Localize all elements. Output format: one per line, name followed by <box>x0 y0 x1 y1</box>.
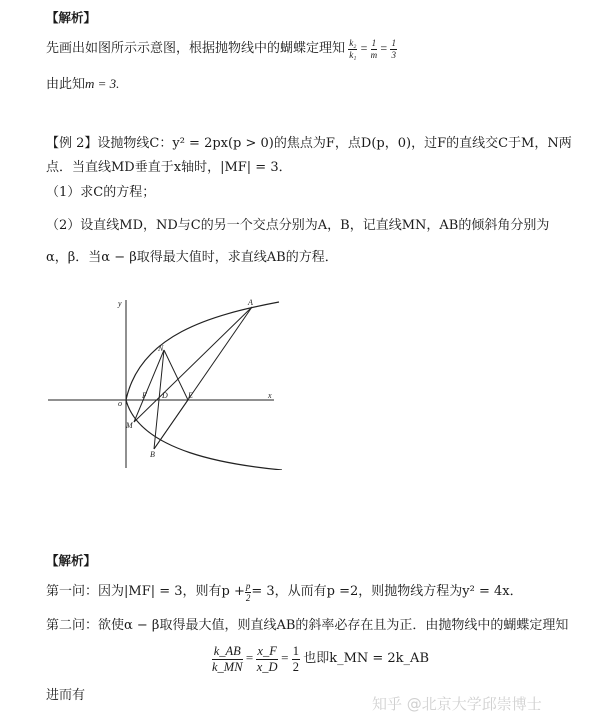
solution-q2: 第二问：欲使α − β取得最大值，则直线AB的斜率必存在且为正．由抛物线中的蝴蝶定理知 <box>46 618 569 633</box>
fraction-p-2: $\frac{p}{2}$ <box>245 580 251 603</box>
fraction-1-m: $\frac{1}{m}$ <box>370 37 378 60</box>
fraction-1-3: $\frac{1}{3}$ <box>391 37 396 60</box>
label-y: y <box>118 299 122 308</box>
analysis-text: 先画出如图所示示意图，根据抛物线中的蝴蝶定理知 <box>46 41 346 56</box>
butterfly-formula: $\frac{k\_AB}{k\_MN}$ = $\frac{x\_F}{x\_D}$ = $\frac{1}{2}$ 也即k_MN = 2k_AB <box>212 644 429 674</box>
solution-next: 进而有 <box>46 688 86 703</box>
parabola-figure <box>46 292 282 470</box>
question-2-line-1: （2）设直线MD，ND与C的另一个交点分别为A，B，记直线MN，AB的倾斜角分别为 <box>46 218 550 233</box>
label-M: M <box>126 421 133 430</box>
analysis-heading-1: 【解析】 <box>46 10 97 25</box>
question-2-line-2: α，β．当α − β取得最大值时，求直线AB的方程． <box>46 250 338 265</box>
watermark: 知乎 @北京大学邱崇博士 <box>372 695 542 713</box>
analysis-heading-2: 【解析】 <box>46 553 97 568</box>
label-D: D <box>162 391 168 400</box>
fraction-kab-kmn: $\frac{k\_AB}{k\_MN}$ <box>212 644 243 674</box>
fraction-k2-k1: $\frac{\text{k₂}}{\text{k₁}}$ <box>349 37 357 60</box>
line-MA <box>134 307 252 422</box>
question-1: （1）求C的方程； <box>46 185 156 200</box>
solution-q1: 第一问：因为|MF| = 3，则有p + $\frac{p}{2}$ = 3，从而有p =2，则抛物线方程为y² = 4x． <box>46 580 523 603</box>
example-line-1: 【例 2】设抛物线C：y² = 2px(p > 0)的焦点为F，点D(p，0)，过F的直线交C于M，N两 <box>46 136 572 151</box>
label-O: o <box>118 399 122 408</box>
label-A: A <box>248 298 253 307</box>
analysis-line-1: 先画出如图所示示意图，根据抛物线中的蝴蝶定理知 $\frac{\text{k₂}}{\text{k₁}}$ = $\frac{1}{m}$ = $\frac{1}{3}$ <box>46 37 396 60</box>
example-line-2: 点．当直线MD垂直于x轴时，|MF| = 3． <box>46 160 292 175</box>
analysis-line-2: 由此知m = 3. <box>46 76 120 92</box>
line-BE <box>154 400 188 449</box>
fraction-1-2: $\frac{1}{2}$ <box>292 644 299 674</box>
label-N: N <box>158 344 164 353</box>
label-x: x <box>268 391 272 400</box>
label-E: E <box>188 391 193 400</box>
example-label: 【例 2】 <box>46 136 98 151</box>
label-F: F <box>142 391 147 400</box>
fraction-xf-xd: $\frac{x\_F}{x\_D}$ <box>256 644 278 674</box>
label-B: B <box>150 450 155 459</box>
line-MN <box>134 350 164 422</box>
